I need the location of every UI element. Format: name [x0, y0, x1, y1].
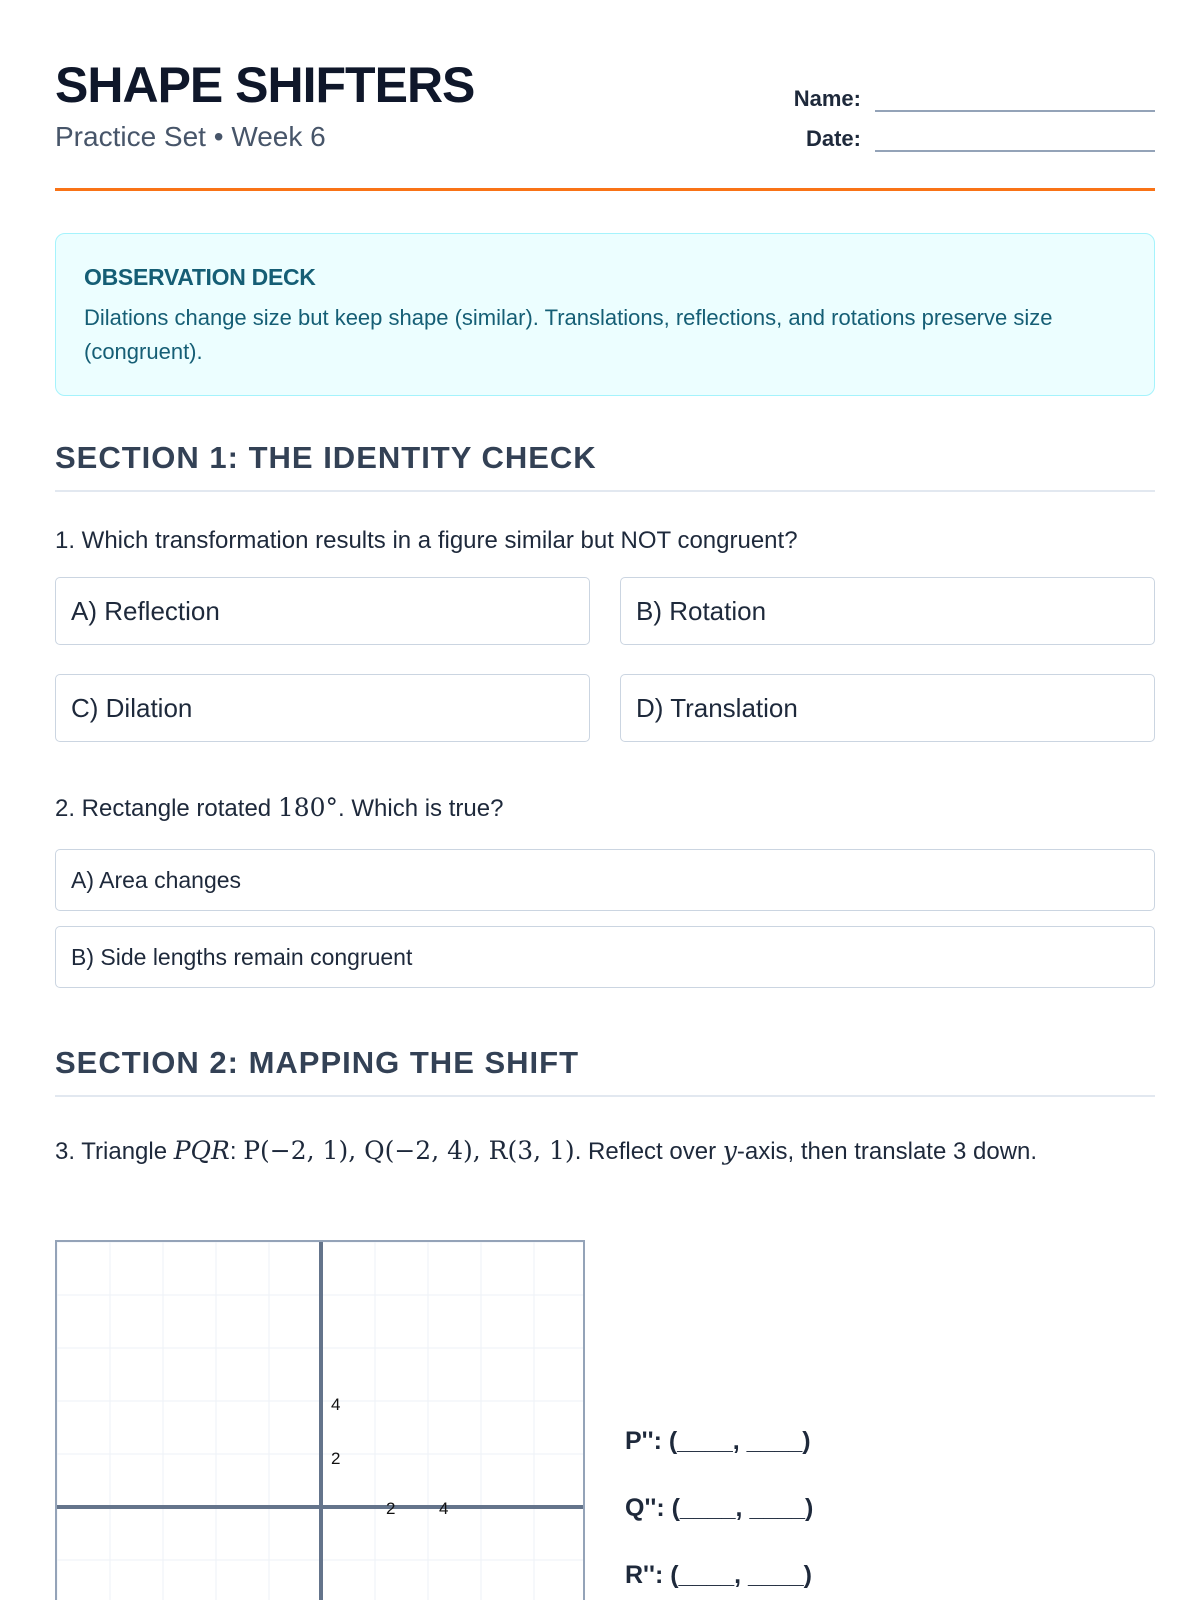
q1-option-d[interactable]: D) Translation: [620, 674, 1155, 742]
date-label: Date:: [805, 126, 861, 151]
section-2-heading: SECTION 2: MAPPING THE SHIFT: [55, 1045, 1155, 1097]
name-label: Name:: [793, 86, 861, 111]
q2-math: 180°: [277, 793, 339, 822]
q2-option-a[interactable]: A) Area changes: [55, 849, 1155, 911]
answer-r[interactable]: R'': (____, ____): [625, 1561, 812, 1589]
q3-triangle: PQR: [173, 1136, 230, 1165]
q1-option-b[interactable]: B) Rotation: [620, 577, 1155, 645]
q3-instruction-end: -axis, then translate 3 down.: [736, 1138, 1038, 1165]
answer-q[interactable]: Q'': (____, ____): [625, 1494, 814, 1522]
header-divider: [55, 188, 1155, 191]
q3-axis: y: [722, 1136, 737, 1165]
section-1-heading: SECTION 1: THE IDENTITY CHECK: [55, 440, 1155, 492]
callout-title: OBSERVATION DECK: [84, 264, 316, 290]
x-tick-label: 4: [439, 1499, 449, 1518]
coordinate-grid[interactable]: [55, 1240, 585, 1600]
q1-option-a[interactable]: A) Reflection: [55, 577, 590, 645]
y-tick-label: 2: [331, 1449, 341, 1468]
question-3: [55, 1130, 1155, 1173]
x-tick-label: 2: [386, 1499, 396, 1518]
page-title: SHAPE SHIFTERS: [55, 57, 475, 113]
q3-instruction: . Reflect over: [574, 1138, 723, 1165]
name-field[interactable]: [875, 82, 1155, 112]
q1-option-c[interactable]: C) Dilation: [55, 674, 590, 742]
q2-option-b[interactable]: B) Side lengths remain congruent: [55, 926, 1155, 988]
page-subtitle: Practice Set • Week 6: [55, 121, 326, 152]
observation-callout: [55, 233, 1155, 396]
q3-text: 3. Triangle: [55, 1138, 174, 1165]
name-date-fields: [735, 72, 1155, 152]
callout-text: Dilations change size but keep shape (similar). Translations, reflections, and rotations preserve size (congruent).: [84, 305, 1053, 364]
question-2: [55, 787, 1155, 830]
q2-text-end: . Which is true?: [338, 795, 504, 822]
answer-p[interactable]: P'': (____, ____): [625, 1427, 811, 1455]
y-tick-label: 4: [331, 1395, 341, 1414]
q3-points: P(−2, 1), Q(−2, 4), R(3, 1): [243, 1136, 575, 1165]
q2-text: 2. Rectangle rotated: [55, 795, 278, 822]
q3-colon: :: [229, 1138, 244, 1165]
date-field[interactable]: [875, 122, 1155, 152]
grid-svg: [57, 1242, 585, 1600]
question-1: 1. Which transformation results in a figure similar but NOT congruent?: [55, 527, 798, 554]
